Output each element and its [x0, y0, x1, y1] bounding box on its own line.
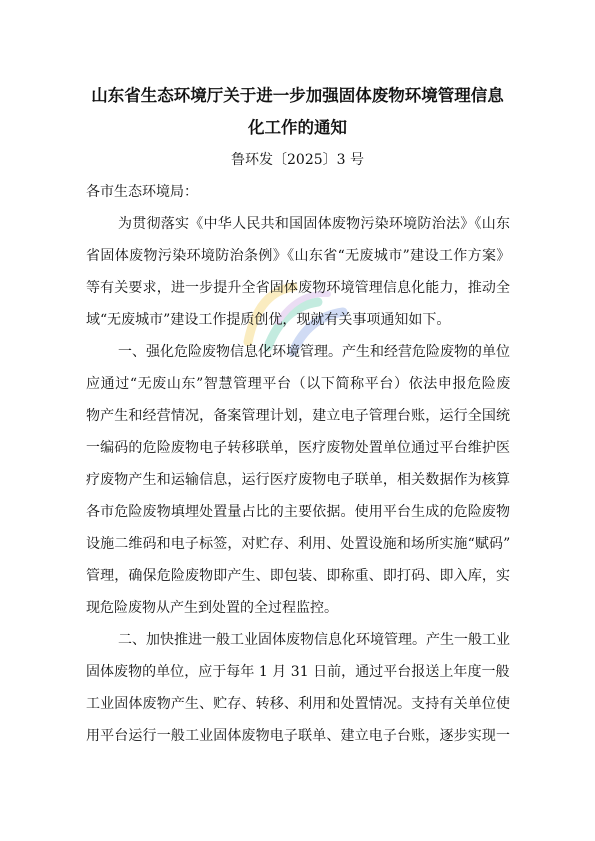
body-line: 应通过“无废山东”智慧管理平台（以下简称平台）依法申报危险废: [86, 376, 511, 392]
body-line: 一编码的危险废物电子转移联单，医疗废物处置单位通过平台维护医: [86, 440, 511, 456]
body-line: 等有关要求，进一步提升全省固体废物环境管理信息化能力，推动全: [86, 280, 511, 296]
body-line: 为贯彻落实《中华人民共和国固体废物污染环境防治法》《山东: [118, 216, 511, 232]
body-line: 域“无废城市”建设工作提质创优，现就有关事项通知如下。: [86, 312, 451, 328]
body-line: 管理，确保危险废物即产生、即包装、即称重、即打码、即入库，实: [86, 568, 511, 584]
body-line: 物产生和经营情况，备案管理计划，建立电子管理台账，运行全国统: [86, 408, 511, 424]
body-line: 省固体废物污染环境防治条例》《山东省“无废城市”建设工作方案》: [86, 248, 511, 264]
section-2-heading-line: 二、加快推进一般工业固体废物信息化环境管理。产生一般工业: [118, 632, 510, 648]
document-title-line-1: 山东省生态环境厅关于进一步加强固体废物环境管理信息: [91, 86, 504, 105]
section-1-heading-line: 一、强化危险废物信息化环境管理。产生和经营危险废物的单位: [118, 344, 510, 360]
body-line: 固体废物的单位，应于每年 1 月 31 日前，通过平台报送上年度一般: [86, 664, 510, 680]
document-number: 鲁环发〔2025〕3 号: [231, 152, 364, 168]
body-line: 工业固体废物产生、贮存、转移、利用和处置情况。支持有关单位使: [86, 696, 511, 712]
body-line: 疗废物产生和运输信息，运行医疗废物电子联单，相关数据作为核算: [86, 472, 511, 488]
document-title-line-2: 化工作的通知: [248, 118, 347, 137]
addressee: 各市生态环境局：: [86, 184, 198, 200]
body-line: 各市危险废物填埋处置量占比的主要依据。使用平台生成的危险废物: [86, 504, 511, 520]
body-line: 现危险废物从产生到处置的全过程监控。: [86, 600, 338, 616]
body-line: 用平台运行一般工业固体废物电子联单、建立电子台账，逐步实现一: [86, 728, 511, 744]
body-line: 设施二维码和电子标签，对贮存、利用、处置设施和场所实施“赋码”: [86, 536, 511, 552]
